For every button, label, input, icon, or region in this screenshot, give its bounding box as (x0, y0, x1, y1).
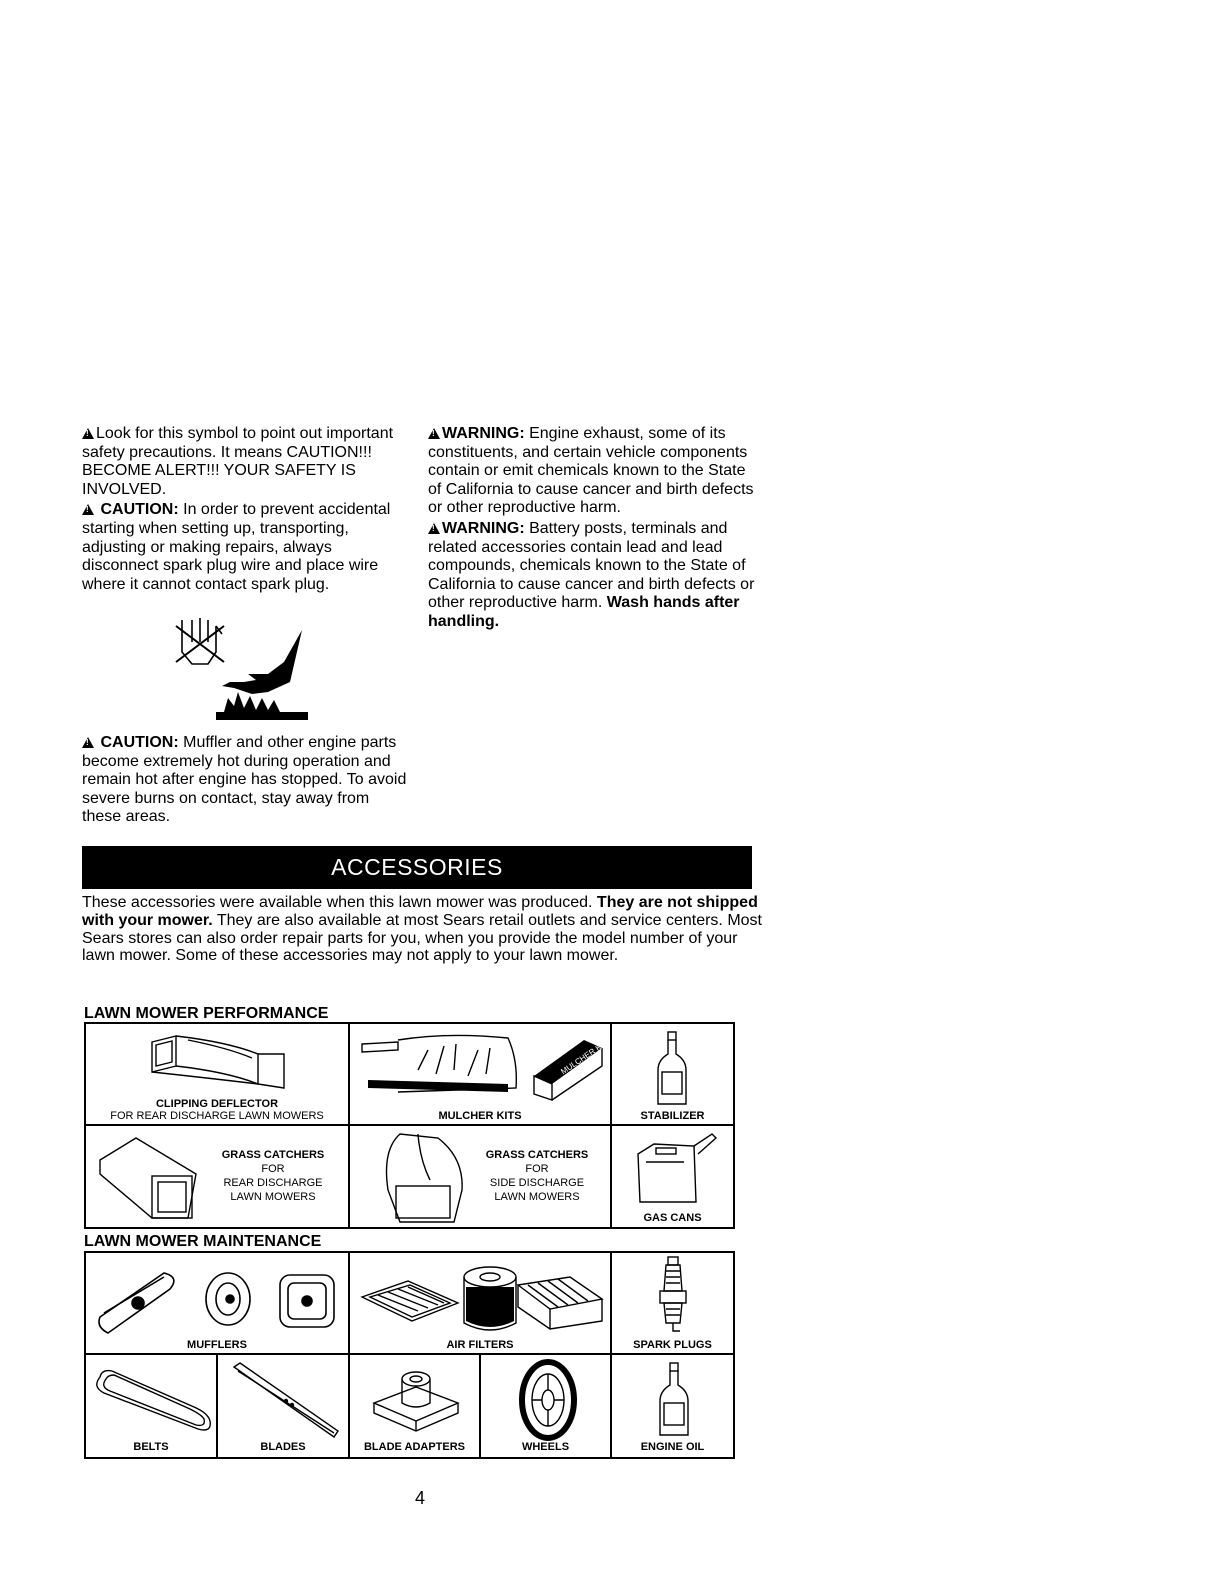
side-grass-catcher-cell (350, 1126, 612, 1227)
mulcher-kits-label: MULCHER KITS (438, 1110, 522, 1122)
belts-label: BELTS (133, 1441, 169, 1453)
side-grass-catcher-icon (378, 1130, 470, 1224)
maintenance-grid (84, 1251, 735, 1459)
blade-adapter-icon (370, 1363, 462, 1437)
mufflers-label: MUFFLERS (187, 1339, 247, 1351)
performance-title: LAWN MOWER PERFORMANCE (84, 1005, 329, 1022)
belts-cell (86, 1355, 218, 1457)
stabilizer-label: STABILIZER (640, 1110, 705, 1122)
engine-oil-bottle-icon (656, 1363, 692, 1437)
gas-cans-label: GAS CANS (643, 1212, 702, 1224)
rear-grass-catcher-icon (96, 1134, 208, 1222)
air-filters-icon (358, 1263, 604, 1337)
hot-surface-burn-icon (172, 612, 312, 727)
gas-cans-cell (612, 1126, 733, 1227)
mufflers-icon (94, 1267, 344, 1337)
gas-can-icon (632, 1132, 718, 1206)
maintenance-title: LAWN MOWER MAINTENANCE (84, 1233, 322, 1250)
warning-triangle-icon (82, 737, 94, 748)
warning-triangle-icon (82, 428, 94, 439)
stabilizer-bottle-icon (654, 1032, 690, 1106)
engine-oil-label: ENGINE OIL (640, 1441, 705, 1453)
blade-adapters-cell (350, 1355, 481, 1457)
mufflers-cell (86, 1253, 350, 1355)
safety-symbol-paragraph: !Look for this symbol to point out important safety precautions. It means CAUTION!!! BECOME ALERT!!! YOUR SAFETY IS INVOLVED. (82, 425, 412, 499)
warning-battery: !WARNING: Battery posts, terminals and related accessories contain lead and lead compounds, chemicals known to the State of California to cause cancer and birth defects or other reproductive harm. Wash hands after handling. (428, 520, 763, 632)
caution-spark-plug: ! CAUTION: In order to prevent accidental starting when setting up, transporting, adjusting or making repairs, always disconnect spark plug wire and place wire where it cannot contact spark plug. (82, 501, 412, 594)
mulcher-kits-cell (350, 1024, 612, 1126)
rear-grass-catcher-label: GRASS CATCHERS FOR REAR DISCHARGE LAWN MOWERS (221, 1149, 325, 1203)
caution-muffler: ! CAUTION: Muffler and other engine parts become extremely hot during operation and remain hot after engine has stopped. To avoid severe burns on contact, stay away from these areas. (82, 734, 412, 827)
wheels-cell (481, 1355, 612, 1457)
accessories-intro: These accessories were available when this lawn mower was produced. They are not shipped with your mower. They are also available at most Sears retail outlets and service centers. Most Sears stores can also order repair parts for you, when you provide the model number of your lawn mower. Some of these accessories may not apply to your lawn mower. (82, 894, 762, 965)
spark-plug-icon (656, 1257, 690, 1337)
engine-oil-cell (612, 1355, 733, 1457)
clipping-deflector-label: CLIPPING DEFLECTOR (155, 1098, 279, 1110)
stabilizer-cell (612, 1024, 733, 1126)
clipping-deflector-sublabel: FOR REAR DISCHARGE LAWN MOWERS (110, 1110, 324, 1122)
clipping-deflector-icon (148, 1032, 288, 1094)
warning-exhaust: !WARNING: Engine exhaust, some of its constituents, and certain vehicle components contain or emit chemicals known to the State of California to cause cancer and birth defects or other reproductive harm. (428, 425, 763, 518)
air-filters-cell (350, 1253, 612, 1355)
air-filters-label: AIR FILTERS (446, 1339, 514, 1351)
left-column (82, 425, 412, 594)
blades-label: BLADES (260, 1441, 306, 1453)
side-grass-catcher-label: GRASS CATCHERS FOR SIDE DISCHARGE LAWN MOWERS (485, 1149, 589, 1203)
accessories-banner: ACCESSORIES (82, 846, 752, 889)
warning-triangle-icon (428, 428, 440, 439)
mulcher-box-label: MULCHER KIT (559, 1038, 610, 1077)
wheels-label: WHEELS (521, 1441, 570, 1453)
warning-triangle-icon (428, 523, 440, 534)
wheel-icon (517, 1359, 579, 1441)
spark-plugs-label: SPARK PLUGS (633, 1339, 712, 1351)
belt-icon (90, 1363, 214, 1437)
mulcher-blade-icon (358, 1030, 610, 1100)
warning-triangle-icon (82, 504, 94, 515)
performance-grid (84, 1022, 735, 1229)
blade-icon (230, 1361, 342, 1439)
spark-plugs-cell (612, 1253, 733, 1355)
blade-adapters-label: BLADE ADAPTERS (363, 1441, 466, 1453)
clipping-deflector-cell (86, 1024, 350, 1126)
page-number: 4 (414, 1488, 425, 1508)
right-column (428, 425, 763, 632)
blades-cell (218, 1355, 350, 1457)
rear-grass-catcher-cell (86, 1126, 350, 1227)
